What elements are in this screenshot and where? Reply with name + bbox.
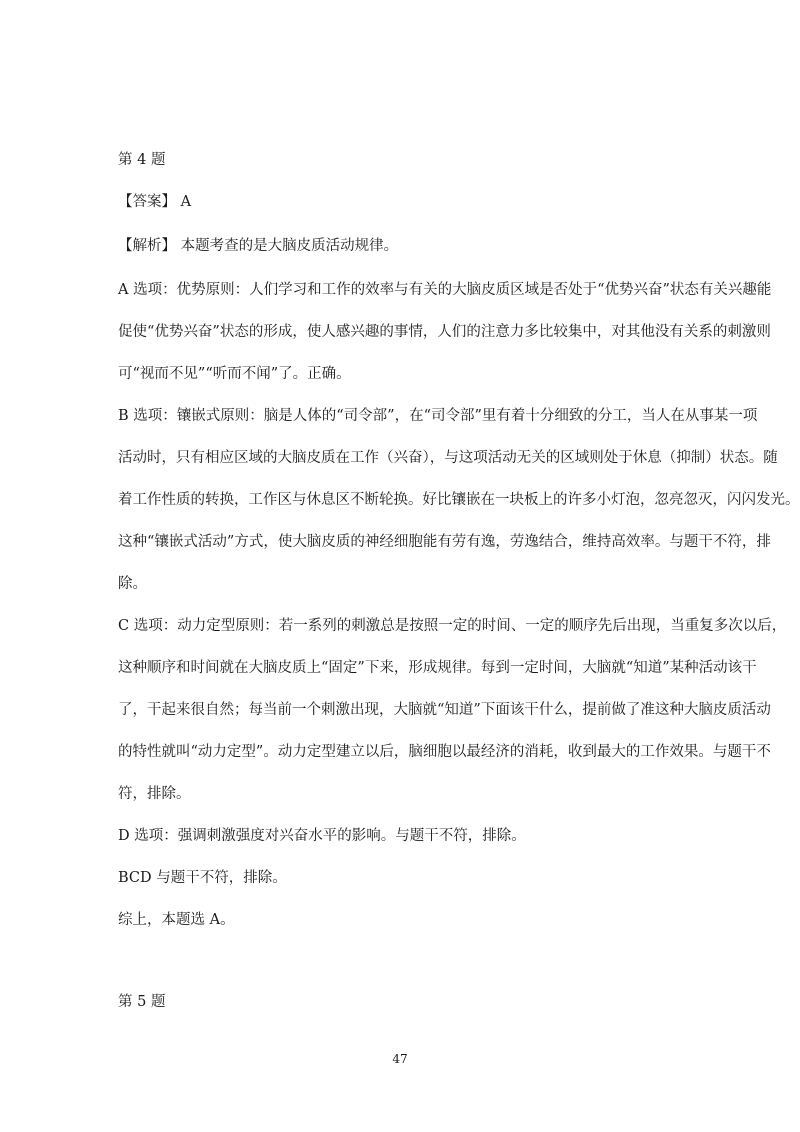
option-c-line-2: 这种顺序和时间就在大脑皮质上“固定”下来，形成规律。每到一定时间，大脑就“知道”某种活动该干 bbox=[118, 660, 757, 676]
question-4-heading: 第 4 题 bbox=[118, 152, 166, 168]
option-b-line-1: B 选项：镶嵌式原则：脑是人体的“司令部”，在“司令部”里有着十分细致的分工，当人在从事某一项 bbox=[118, 408, 758, 424]
option-c-line-5: 符，排除。 bbox=[118, 786, 191, 802]
option-b-line-5: 除。 bbox=[118, 576, 147, 592]
option-a-line-1: A 选项：优势原则：人们学习和工作的效率与有关的大脑皮质区域是否处于“优势兴奋”状态有关兴趣能 bbox=[118, 282, 772, 298]
option-b-line-2: 活动时，只有相应区域的大脑皮质在工作（兴奋），与这项活动无关的区域则处于休息（抑制）状态。随 bbox=[118, 450, 778, 466]
bcd-line: BCD 与题干不符，排除。 bbox=[118, 870, 287, 886]
option-c-line-1: C 选项：动力定型原则：若一系列的刺激总是按照一定的时间、一定的顺序先后出现，当重复多次以后， bbox=[118, 618, 787, 634]
conclusion-line: 综上，本题选 A。 bbox=[118, 912, 235, 928]
page-number: 47 bbox=[392, 1052, 408, 1066]
answer-line: 【答案】 A bbox=[118, 194, 192, 210]
option-b-line-4: 这种“镶嵌式活动”方式，使大脑皮质的神经细胞能有劳有逸，劳逸结合，维持高效率。与题干不符，排 bbox=[118, 534, 771, 550]
option-c-line-3: 了，干起来很自然；每当前一个刺激出现，大脑就“知道”下面该干什么，提前做了准这种大脑皮质活动 bbox=[118, 702, 771, 718]
question-5-heading: 第 5 题 bbox=[118, 994, 166, 1010]
option-c-line-4: 的特性就叫“动力定型”。动力定型建立以后，脑细胞以最经济的消耗，收到最大的工作效果。与题干不 bbox=[118, 744, 771, 760]
option-d-line: D 选项：强调刺激强度对兴奋水平的影响。与题干不符，排除。 bbox=[118, 828, 526, 844]
option-a-line-2: 促使“优势兴奋”状态的形成，使人感兴趣的事情，人们的注意力多比较集中，对其他没有关系的刺激则 bbox=[118, 324, 771, 340]
analysis-line: 【解析】 本题考查的是大脑皮质活动规律。 bbox=[118, 238, 399, 254]
option-b-line-3: 着工作性质的转换，工作区与休息区不断轮换。好比镶嵌在一块板上的许多小灯泡，忽亮忽灭，闪闪发光。 bbox=[118, 492, 800, 508]
option-a-line-3: 可“视而不见”“听而不闻”了。正确。 bbox=[118, 366, 351, 382]
